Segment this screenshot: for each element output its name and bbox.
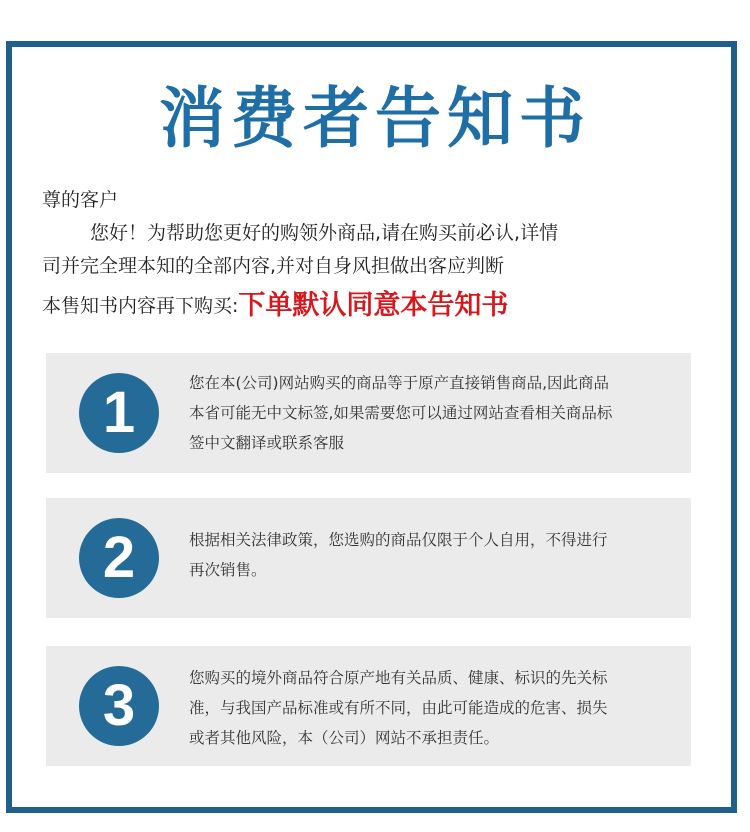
- notice-1-line-1: 您在本(公司)网站购买的商品等于原产直接销售商品,因此商品: [189, 374, 610, 392]
- notice-text-3: [189, 663, 679, 753]
- number-badge-3: 3: [79, 666, 159, 746]
- page-title: 消费者告知书: [159, 80, 591, 157]
- notice-card-3: [46, 646, 691, 766]
- intro-section: [42, 184, 692, 323]
- intro-final-line: [42, 289, 692, 323]
- intro-line-1: 您好！为帮助您更好的购领外商品,请在购买前必认,详情: [90, 222, 559, 244]
- notice-card-2: [46, 498, 691, 618]
- intro-final-prefix: 本售知书内容再下购买:: [42, 295, 239, 317]
- notice-text-1: [189, 368, 679, 458]
- number-badge-2: 2: [79, 518, 159, 598]
- notice-text-2: [189, 525, 679, 585]
- notice-1-line-3: 签中文翻译或联系客服: [189, 434, 345, 452]
- notice-2-line-2: 再次销售。: [189, 561, 267, 579]
- notice-1-line-2: 本省可能无中文标签,如果需要您可以通过网站查看相关商品标: [189, 404, 613, 422]
- notice-3-line-3: 或者其他风险，本（公司）网站不承担责任。: [189, 729, 500, 747]
- notice-2-line-1: 根据相关法律政策，您选购的商品仅限于个人自用，不得进行: [189, 531, 608, 549]
- intro-final-highlight: 下单默认同意本告知书: [238, 290, 509, 321]
- greeting-text: 尊的客户: [42, 189, 119, 211]
- notice-card-1: [46, 353, 691, 473]
- notice-3-line-2: 准，与我国产品标准或有所不同，由此可能造成的危害、损失: [189, 699, 608, 717]
- notice-3-line-1: 您购买的境外商品符合原产地有关品质、健康、标识的先关标: [189, 669, 608, 687]
- number-badge-1: 1: [79, 373, 159, 453]
- intro-line-2: 司并完全理本知的全部内容,并对自身风担做出客应判断: [42, 255, 505, 277]
